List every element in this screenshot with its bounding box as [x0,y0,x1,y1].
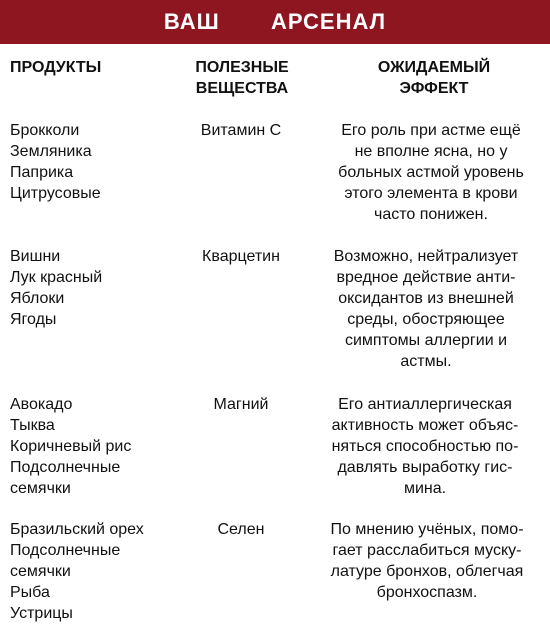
nutrient-cell: Селен [217,521,265,538]
products-cell: Авокадо Тыква Коричневый рис Подсолнечные семячки [10,396,132,497]
nutrient-cell: Витамин С [200,122,282,139]
effect-cell: По мнению учёных, помо- гает расслабиться муску- латуре бронхов, облегчая бронхоспазм. [330,521,524,601]
products-cell: Бразильский орех Подсолнечные семячки Рыба Устрицы [10,521,144,622]
effect-cell: Его роль при астме ещё не вполне ясна, но у больных астмой уровень этого элемента в крови часто понижен. [338,122,524,223]
products-cell: Вишни Лук красный Яблоки Ягоды [10,248,103,328]
nutrient-cell: Магний [213,396,269,413]
effect-cell: Возможно, нейтрализует вредное действие анти- оксидантов из внешней среды, обостряющее симптомы аллергии и астмы. [333,248,519,370]
title-banner [0,0,550,44]
nutrient-cell: Кварцетин [202,248,280,265]
page-title: ВАШ АРСЕНАЛ [163,9,387,34]
effect-cell: Его антиаллергическая активность может объяс- няться способностью по- давлять выработку гис- мина. [331,396,519,497]
products-cell: Брокколи Земляника Паприка Цитрусовые [10,122,101,202]
column-header-nutrients: ПОЛЕЗНЫЕ ВЕЩЕСТВА [195,59,289,97]
column-header-products: ПРОДУКТЫ [10,59,102,76]
column-header-effect: ОЖИДАЕМЫЙ ЭФФЕКТ [377,59,491,97]
